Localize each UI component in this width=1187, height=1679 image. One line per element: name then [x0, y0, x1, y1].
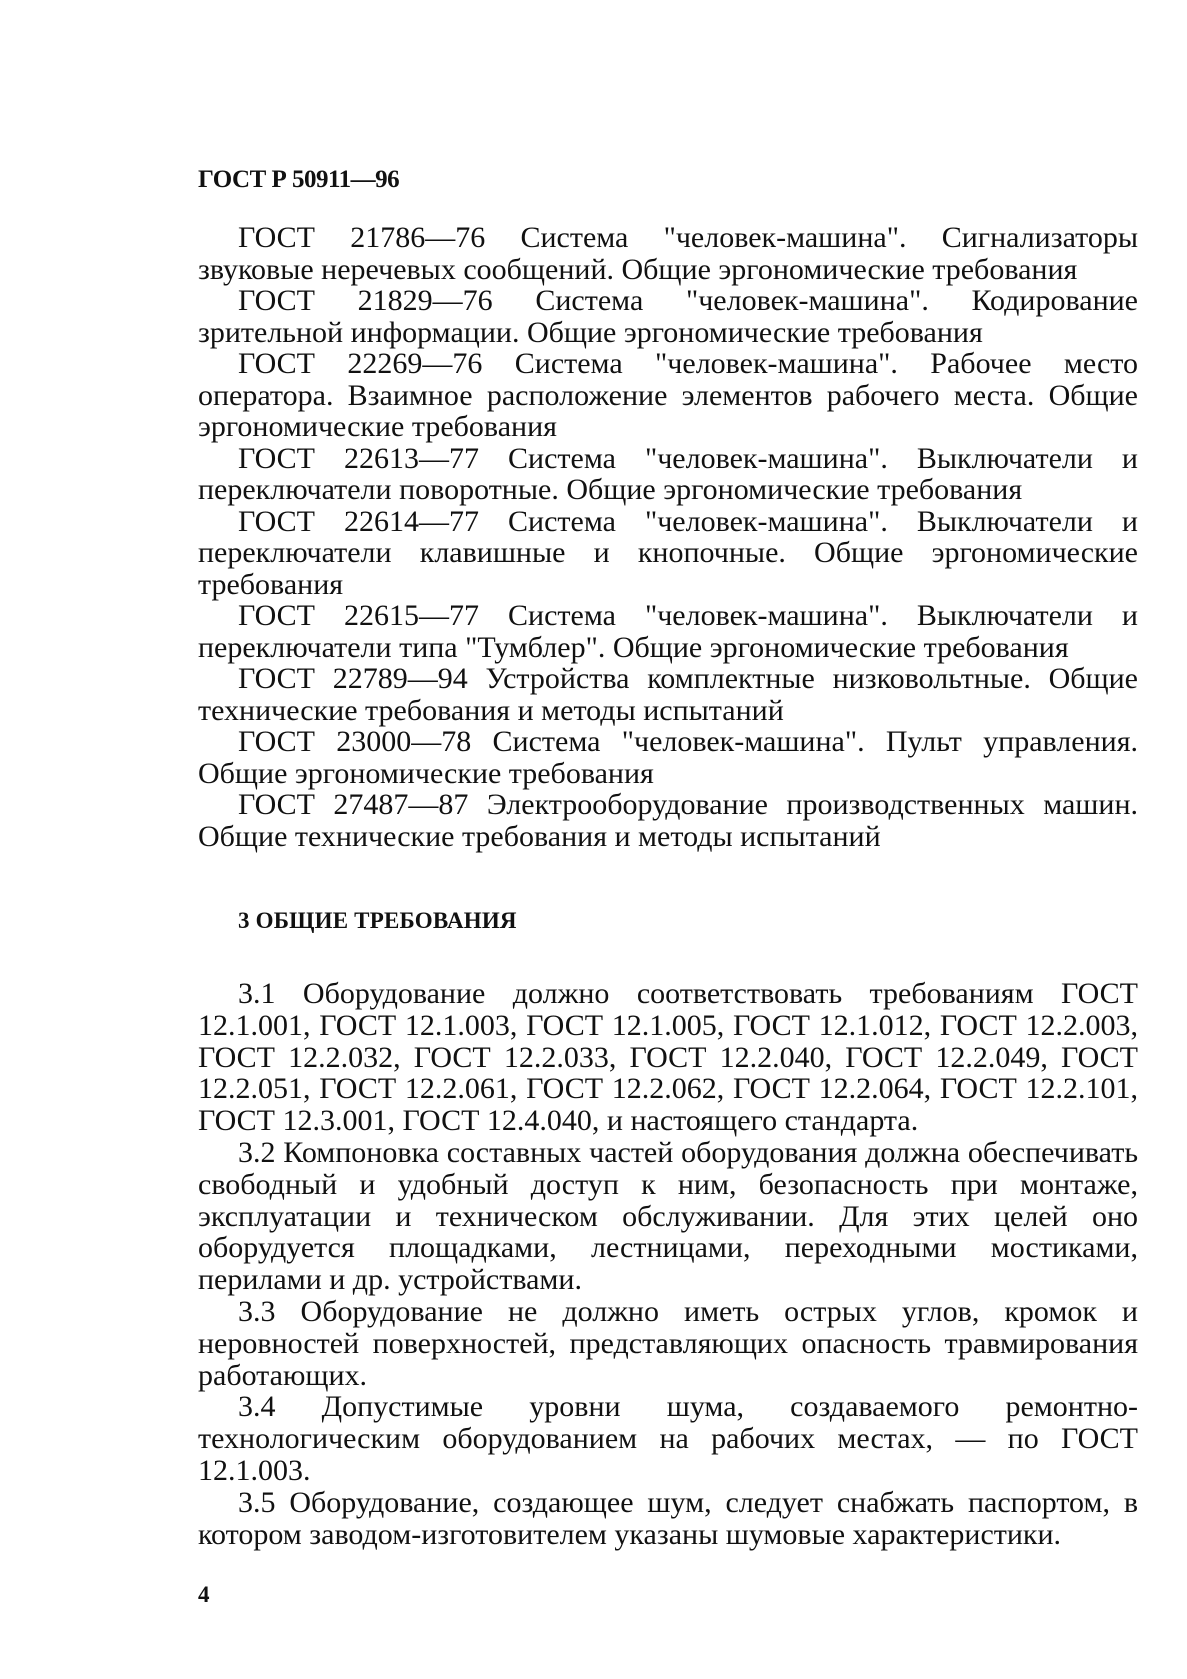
reference-item: ГОСТ 22613—77 Система "человек-машина". Выключатели и переключатели поворотные. Общие эргономические требования — [198, 441, 1138, 506]
reference-item: ГОСТ 21829—76 Система "человек-машина". Кодирование зрительной информации. Общие эргономические требования — [198, 284, 1138, 349]
paragraph-3-1: 3.1 Оборудование должно соответствовать требованиям ГОСТ 12.1.001, ГОСТ 12.1.003, ГОСТ 12.1.005, ГОСТ 12.1.012, ГОСТ 12.2.003, ГОСТ 12.2.032, ГОСТ 12.2.033, ГОСТ 12.2.040, ГОСТ 12.2.049, ГОСТ 12.2.051, ГОСТ 12.2.061, ГОСТ 12.2.062, ГОСТ 12.2.064, ГОСТ 12.2.101, ГОСТ 12.3.001, ГОСТ 12.4.040, и настоящего стандарта. — [198, 977, 1138, 1138]
paragraph-3-4: 3.4 Допустимые уровни шума, создаваемого ремонтно-технологическим оборудованием на рабочих местах, — по ГОСТ 12.1.003. — [198, 1390, 1138, 1487]
section-heading: 3 ОБЩИЕ ТРЕБОВАНИЯ — [238, 908, 517, 933]
reference-item: ГОСТ 22615—77 Система "человек-машина". Выключатели и переключатели типа "Тумблер". Общие эргономические требования — [198, 599, 1138, 664]
section-body — [198, 978, 1138, 1550]
document-header: ГОСТ Р 50911—96 — [198, 166, 400, 193]
normative-references — [198, 222, 1138, 852]
paragraph-3-2: 3.2 Компоновка составных частей оборудования должна обеспечивать свободный и удобный доступ к ним, безопасность при монтаже, эксплуатации и техническом обслуживании. Для этих целей оно оборудуется площадками, лестницами, переходными мостиками, перилами и др. устройствами. — [198, 1135, 1138, 1297]
reference-item: ГОСТ 22614—77 Система "человек-машина". Выключатели и переключатели клавишные и кнопочные. Общие эргономические требования — [198, 504, 1138, 601]
reference-item: ГОСТ 21786—76 Система "человек-машина". Сигнализаторы звуковые неречевых сообщений. Общие эргономические требования — [198, 221, 1138, 286]
paragraph-3-3: 3.3 Оборудование не должно иметь острых углов, кромок и неровностей поверхностей, представляющих опасность травмирования работающих. — [198, 1294, 1138, 1392]
page-number: 4 — [198, 1582, 210, 1607]
reference-item: ГОСТ 23000—78 Система "человек-машина". Пульт управления. Общие эргономические требования — [198, 725, 1138, 790]
reference-item: ГОСТ 22269—76 Система "человек-машина". Рабочее место оператора. Взаимное расположение элементов рабочего места. Общие эргономические требования — [198, 347, 1138, 443]
reference-item: ГОСТ 27487—87 Электрооборудование производственных машин. Общие технические требования и методы испытаний — [198, 788, 1138, 853]
paragraph-3-5: 3.5 Оборудование, создающее шум, следует снабжать паспортом, в котором заводом-изготовителем указаны шумовые характеристики. — [198, 1485, 1138, 1551]
reference-item: ГОСТ 22789—94 Устройства комплектные низковольтные. Общие технические требования и методы испытаний — [198, 662, 1138, 727]
